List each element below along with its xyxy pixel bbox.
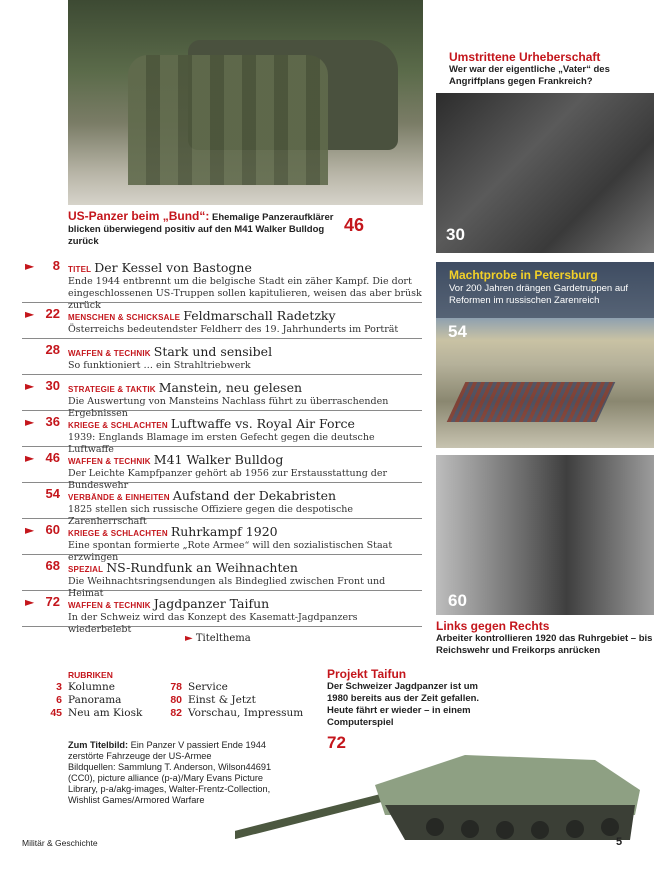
toc-category: SPEZIAL bbox=[68, 565, 104, 574]
legend-label: Titelthema bbox=[195, 633, 251, 644]
footer-magazine: Militär & Geschichte bbox=[22, 838, 98, 848]
caption-text: Der Schweizer Jagdpanzer ist um 1980 bereits aus der Zeit gefallen. Heute fährt er wieder – in einem Computerspiel bbox=[327, 681, 480, 728]
toc-title: NS-Rundfunk an Weihnachten bbox=[106, 560, 298, 575]
footer-page-number: 5 bbox=[616, 836, 623, 848]
top-photo-page[interactable]: 46 bbox=[344, 215, 365, 235]
titelthema-arrow-icon: ► bbox=[25, 307, 35, 321]
rubrik-label: Vorschau, Impressum bbox=[188, 707, 304, 719]
toc-description: Die Auswertung von Mansteins Nachlass führt zu überraschenden Ergebnissen bbox=[68, 396, 389, 419]
toc-page: 54 bbox=[45, 486, 60, 501]
rubrik-page: 45 bbox=[50, 707, 62, 719]
titelthema-arrow-icon: ► bbox=[25, 415, 35, 429]
toc-entry[interactable] bbox=[22, 411, 422, 455]
rubrik-page: 78 bbox=[170, 681, 182, 693]
handshake-photo bbox=[436, 93, 654, 253]
toc-page: 68 bbox=[45, 558, 60, 573]
toc-description: So funktioniert … ein Strahltriebwerk bbox=[68, 360, 251, 371]
toc-title: Luftwaffe vs. Royal Air Force bbox=[170, 416, 355, 431]
rubrik-label: Panorama bbox=[68, 694, 122, 706]
toc-page: 22 bbox=[45, 306, 60, 321]
caption-page[interactable]: 72 bbox=[327, 733, 346, 752]
rubrik-label: Service bbox=[188, 681, 228, 693]
toc-description: Die Weihnachtsringsendungen als Bindeglied zwischen Front und Heimat bbox=[68, 576, 386, 599]
toc-category: KRIEGE & SCHLACHTEN bbox=[68, 529, 168, 538]
rubrik-page: 80 bbox=[170, 694, 182, 706]
toc-description: 1939: Englands Blamage im ersten Gefecht gegen die deutsche Luftwaffe bbox=[68, 432, 375, 455]
toc-entry[interactable] bbox=[22, 303, 422, 339]
ruhrkampf-photo bbox=[436, 455, 654, 615]
caption-text: Wer war der eigentliche „Vater“ des Angriffplans gegen Frankreich? bbox=[449, 64, 610, 87]
photo-page-number[interactable]: 54 bbox=[448, 322, 467, 341]
toc-title: Manstein, neu gelesen bbox=[158, 380, 303, 395]
toc-entry[interactable] bbox=[22, 255, 422, 311]
toc-category: VERBÄNDE & EINHEITEN bbox=[68, 493, 170, 502]
toc-description: In der Schweiz wird das Konzept des Kasematt-Jagdpanzers wiederbelebt bbox=[68, 612, 358, 635]
toc-page: 72 bbox=[45, 594, 60, 609]
toc-category: MENSCHEN & SCHICKSALE bbox=[68, 313, 181, 322]
photo-page-number[interactable]: 30 bbox=[446, 225, 465, 244]
toc-title: Jagdpanzer Taifun bbox=[153, 596, 270, 611]
m41-tank-photo bbox=[68, 0, 423, 205]
caption-title: Links gegen Rechts bbox=[436, 619, 550, 633]
rubriken-col-1 bbox=[40, 681, 142, 720]
side-caption-urheberschaft bbox=[449, 50, 649, 88]
rubrik-label: Kolumne bbox=[68, 681, 115, 693]
toc-page: 60 bbox=[45, 522, 60, 537]
toc-entry[interactable] bbox=[22, 519, 422, 563]
credits-text: Ein Panzer V passiert Ende 1944 zerstörte Fahrzeuge der US-Armee bbox=[68, 740, 266, 761]
taifun-tank-image bbox=[235, 735, 654, 845]
toc-title: Ruhrkampf 1920 bbox=[170, 524, 278, 539]
toc-category: TITEL bbox=[68, 265, 92, 274]
toc-category: WAFFEN & TECHNIK bbox=[68, 457, 151, 466]
table-of-contents bbox=[22, 255, 422, 635]
titelthema-arrow-icon: ► bbox=[25, 595, 35, 609]
toc-page: 28 bbox=[45, 342, 60, 357]
toc-description: Ende 1944 entbrennt um die belgische Stadt ein zäher Kampf. Die dort eingeschlossenen US-Truppen sollen kapitulieren, weisen das aber brüsk zurück bbox=[68, 276, 422, 311]
toc-title: M41 Walker Bulldog bbox=[153, 452, 284, 467]
caption-title: Projekt Taifun bbox=[327, 667, 407, 681]
titelthema-arrow-icon: ► bbox=[25, 259, 35, 273]
caption-title: Machtprobe in Petersburg bbox=[449, 268, 598, 282]
toc-entry[interactable] bbox=[22, 339, 422, 375]
toc-entry[interactable] bbox=[22, 483, 422, 527]
rubriken-heading: RUBRIKEN bbox=[68, 670, 113, 680]
caption-text: Ehemalige Panzeraufklärer blicken überwiegend positiv auf den M41 Walker Bulldog zurück bbox=[68, 212, 334, 247]
toc-description: Österreichs bedeutendster Feldherr des 19. Jahrhunderts im Porträt bbox=[68, 324, 399, 335]
top-photo-caption bbox=[68, 210, 336, 248]
toc-entry[interactable] bbox=[22, 555, 422, 599]
toc-description: Eine spontan formierte „Rote Armee“ will den sozialistischen Staat erzwingen bbox=[68, 540, 393, 563]
toc-page: 8 bbox=[52, 258, 60, 273]
rubrik-item[interactable] bbox=[160, 707, 303, 720]
rubrik-label: Neu am Kiosk bbox=[68, 707, 143, 719]
titelthema-arrow-icon: ► bbox=[25, 451, 35, 465]
toc-description: 1825 stellen sich russische Offiziere gegen die despotische Zarenherrschaft bbox=[68, 504, 354, 527]
rubrik-item[interactable] bbox=[160, 681, 303, 694]
caption-text: Arbeiter kontrollieren 1920 das Ruhrgebiet – bis Reichswehr und Freikorps anrücken bbox=[436, 633, 653, 656]
caption-text: Vor 200 Jahren drängen Gardetruppen auf Reformen im russischen Zarenreich bbox=[449, 283, 629, 306]
rubrik-item[interactable] bbox=[160, 694, 303, 707]
image-sources: Bildquellen: Sammlung T. Anderson, Wilson44691 (CC0), picture alliance (p-a)/Mary Evans Picture Library, p-a/akg-images, Walter-Frentz-Collection, Wishlist Games/Armored Warfare bbox=[68, 762, 272, 805]
toc-title: Feldmarschall Radetzky bbox=[183, 308, 336, 323]
rubrik-label: Einst & Jetzt bbox=[188, 694, 256, 706]
toc-page: 30 bbox=[45, 378, 60, 393]
rubrik-page: 82 bbox=[170, 707, 182, 719]
toc-page: 46 bbox=[45, 450, 60, 465]
toc-category: WAFFEN & TECHNIK bbox=[68, 349, 151, 358]
caption-title: US-Panzer beim „Bund“: bbox=[68, 209, 210, 223]
legend-titelthema bbox=[185, 633, 251, 644]
petersburg-painting bbox=[436, 262, 654, 448]
rubrik-item[interactable] bbox=[40, 681, 142, 694]
arrow-icon: ► bbox=[185, 633, 193, 644]
photo-page-number[interactable]: 60 bbox=[448, 591, 467, 610]
rubriken-col-2 bbox=[160, 681, 303, 720]
titelthema-arrow-icon: ► bbox=[25, 379, 35, 393]
toc-category: WAFFEN & TECHNIK bbox=[68, 601, 151, 610]
rubrik-page: 6 bbox=[56, 694, 62, 706]
rubrik-item[interactable] bbox=[40, 694, 142, 707]
toc-category: KRIEGE & SCHLACHTEN bbox=[68, 421, 168, 430]
toc-title: Der Kessel von Bastogne bbox=[94, 260, 252, 275]
toc-page: 36 bbox=[45, 414, 60, 429]
titelthema-arrow-icon: ► bbox=[25, 523, 35, 537]
rubrik-page: 3 bbox=[56, 681, 62, 693]
toc-entry[interactable] bbox=[22, 447, 422, 491]
toc-description: Der Leichte Kampfpanzer gehört ab 1956 zur Erstausstattung der Bundeswehr bbox=[68, 468, 388, 491]
rubrik-item[interactable] bbox=[40, 707, 142, 720]
credits-label: Zum Titelbild: bbox=[68, 740, 129, 750]
side-caption-links-gegen-rechts bbox=[436, 619, 654, 657]
toc-title: Aufstand der Dekabristen bbox=[172, 488, 337, 503]
toc-category: STRATEGIE & TAKTIK bbox=[68, 385, 156, 394]
toc-title: Stark und sensibel bbox=[153, 344, 273, 359]
toc-entry[interactable] bbox=[22, 591, 422, 635]
toc-entry[interactable] bbox=[22, 375, 422, 419]
caption-title: Umstrittene Urheberschaft bbox=[449, 50, 601, 64]
